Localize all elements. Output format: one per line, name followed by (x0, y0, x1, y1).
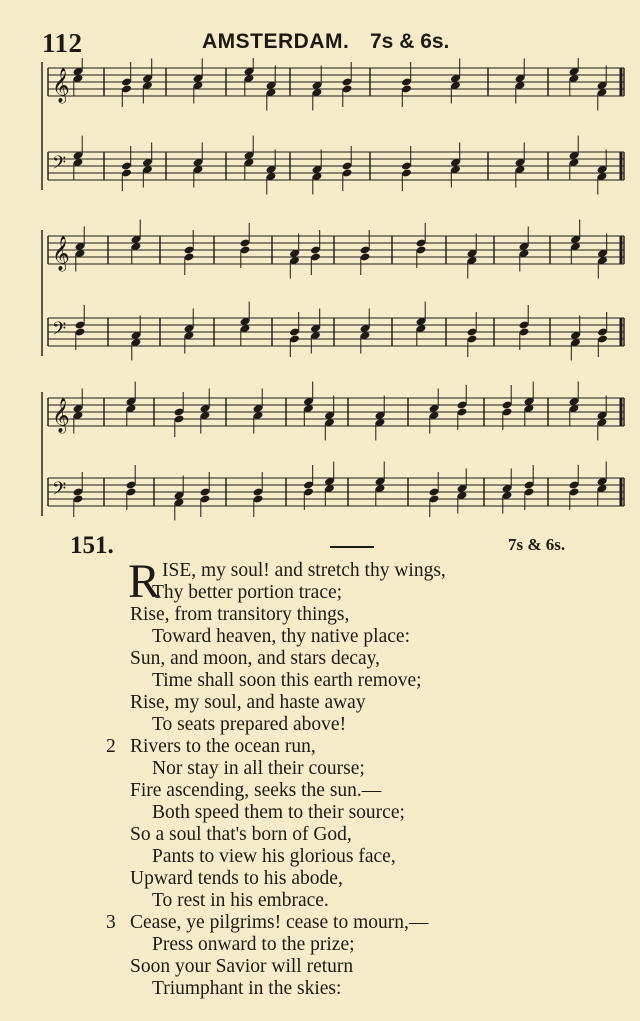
hymn-divider (330, 546, 374, 548)
stanza-3-number: 3 (106, 912, 116, 933)
stanza-2-line-5: So a soul that's born of God, (130, 824, 352, 845)
stanza-2-line-3: Fire ascending, seeks the sun.— (130, 780, 382, 801)
stanza-2-line-8: To rest in his embrace. (152, 890, 329, 911)
bass-clef-icon: 𝄢 (52, 479, 67, 504)
treble-clef-icon: 𝄞 (52, 398, 70, 433)
stanza-1-line-2: Thy better portion trace; (152, 582, 343, 603)
treble-clef-icon: 𝄞 (52, 68, 70, 103)
stanza-1-line-8: To seats prepared above! (152, 714, 347, 735)
treble-clef-icon: 𝄞 (52, 236, 70, 271)
stanza-2-line-4: Both speed them to their source; (152, 802, 405, 823)
stanza-2-line-1: Rivers to the ocean run, (130, 736, 316, 757)
stanza-1-line-1: ISE, my soul! and stretch thy wings, (162, 560, 446, 581)
tune-title: AMSTERDAM. (202, 30, 350, 53)
hymn-number: 151. (70, 532, 114, 559)
page-number: 112 (42, 28, 83, 58)
hymn-meter: 7s & 6s. (508, 535, 566, 554)
stanza-1-line-4: Toward heaven, thy native place: (152, 626, 410, 647)
stanza-1-line-7: Rise, my soul, and haste away (130, 692, 366, 713)
stanza-2-line-6: Pants to view his glorious face, (152, 846, 396, 867)
tune-meter: 7s & 6s. (370, 30, 450, 53)
drop-cap: R (128, 555, 161, 608)
stanza-1-line-6: Time shall soon this earth remove; (152, 670, 422, 691)
bass-clef-icon: 𝄢 (52, 319, 67, 344)
bass-clef-icon: 𝄢 (52, 153, 67, 178)
stanza-1-line-5: Sun, and moon, and stars decay, (130, 648, 381, 669)
stanza-2-number: 2 (106, 736, 116, 757)
stanza-3-line-4: Triumphant in the skies: (152, 978, 342, 999)
stanza-3-line-1: Cease, ye pilgrims! cease to mourn,— (130, 912, 429, 933)
stanza-1-line-3: Rise, from transitory things, (130, 604, 350, 625)
stanza-2-line-2: Nor stay in all their course; (152, 758, 365, 779)
stanza-3-line-2: Press onward to the prize; (152, 934, 355, 955)
music-score (36, 58, 632, 528)
stanza-2-line-7: Upward tends to his abode, (130, 868, 343, 889)
stanza-3-line-3: Soon your Savior will return (130, 956, 354, 977)
